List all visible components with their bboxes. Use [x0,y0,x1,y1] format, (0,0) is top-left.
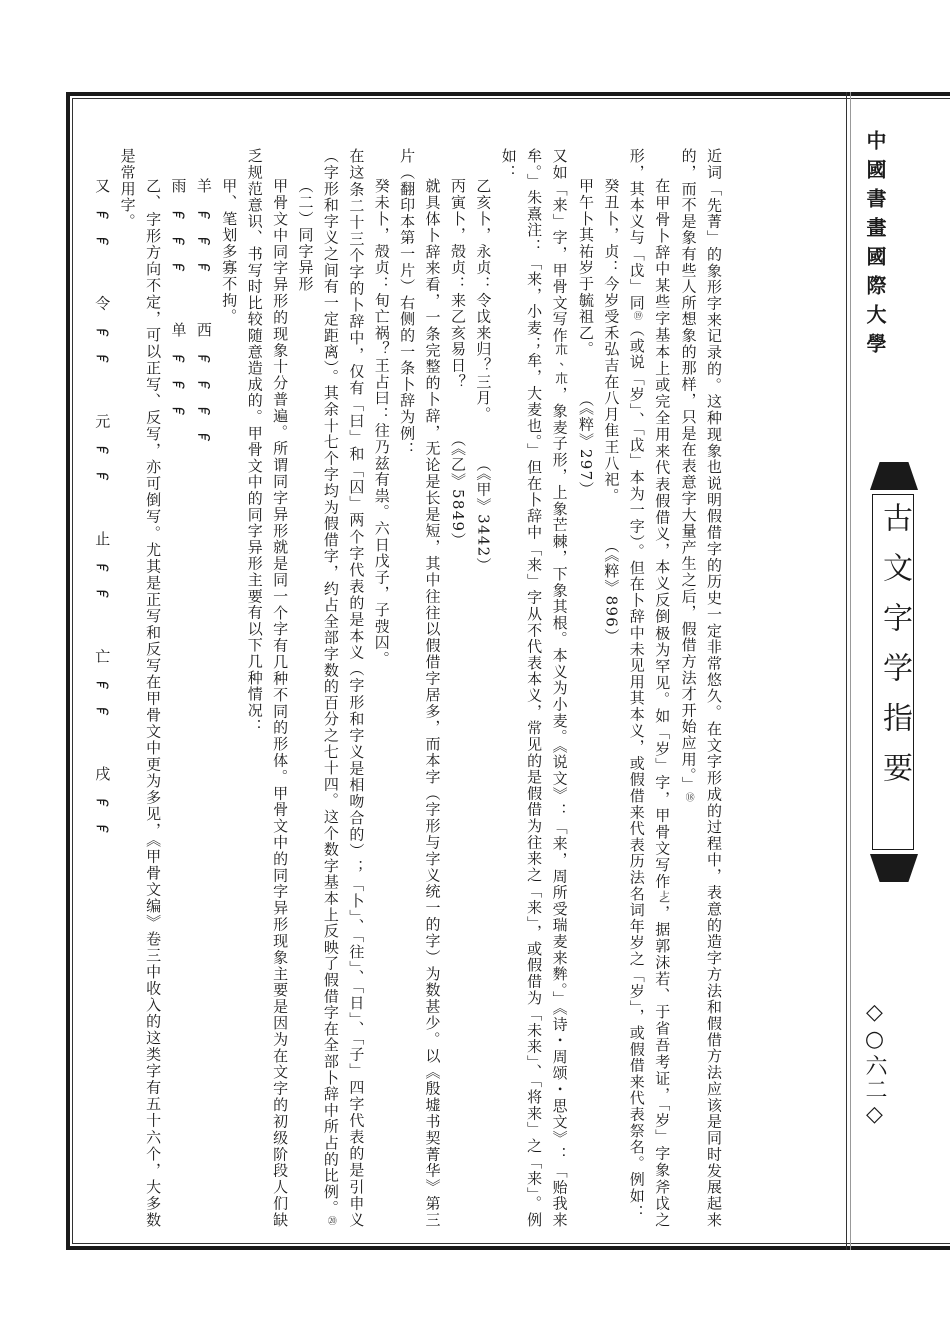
side-divider [846,92,847,1250]
paragraph-text: ，象麦子形，上象芒棘，下象其根。本义为小麦。《说文》：「来，周所受瑞麦来麰。」《诗・周颂・思文》：「贻我来牟。」朱熹注：「来，小麦；牟，大麦也。」但在卜辞中「来」字从不代表本义，常见的是假借为往来之「来」，或假借为「未来」、「将来」之「来」。例如： [499,148,569,1228]
glyph-forms-row: 雨 𐆀 𐆀 𐆀 单 𐆀 𐆀 𐆀 [169,178,188,417]
paragraph [675,148,726,1228]
subsection-heading: 甲、笔划多寡不拘。 [220,178,239,325]
paragraph [495,148,572,1228]
glyph-forms-row: 羊 𐆀 𐆀 𐆀 西 𐆀 𐆀 𐆀 𐆀 [194,178,213,443]
paragraph: 就具体卜辞来看，一条完整的卜辞，无论是长是短，其中往往以假借字居多，而本字（字形与字义统一的字）为数甚少。以《殷墟书契菁华》第三片（翻印本第一片）右侧的一条卜辞为例： [398,148,442,1228]
page-number: ◇○六二◇ [862,1000,887,1129]
glyph-forms-row: 又 𐆀 𐆀 令 𐆀 𐆀 元 𐆀 𐆀 止 𐆀 𐆀 亡 𐆀 𐆀 戌 𐆀 𐆀 [93,178,112,835]
oracle-glyph: 𠧒 [655,890,671,905]
example-text: 丙寅卜，殻贞：来乙亥易日？ [448,178,467,390]
oracle-glyph: 𣎳、𣎳 [552,343,568,387]
example-text: 癸丑卜，贞：今岁受禾弘吉在八月隹王八祀。 [602,178,621,497]
citation: （《粹》896） [602,545,621,645]
paragraph-text: 又如「来」字，甲骨文写作 [550,148,569,344]
example-text: 甲午卜其祐岁于毓祖乙。 [576,178,595,350]
cartouche-top-cap [870,462,918,490]
example-line [445,148,470,1228]
side-divider-thin [850,92,851,1250]
university-title: 中國書畫國際大學 [863,130,887,362]
paragraph [318,148,369,1228]
paragraph-text: 近词「先菁」的象形字来记录的。这种现象也说明假借字的历史一定非常悠久。在文字形成的过程中，表意的造字方法和假借方法应该是同时发展起来的，而不是象有些人所想象的那样，只是在表意字大量产生之后，假借方法才开始应用。」 [679,148,723,1228]
example-line [470,148,495,1228]
citation: （《乙》5849） [448,438,467,549]
paragraph-text: （或说「岁」、「戉」本为一字）。但在卜辞中未见用其本义，或假借来代表历法名词年岁之「岁」，或假借来代表祭名。例如： [627,321,646,1221]
example-line [598,148,623,1228]
footnote-marker: ⑳ [325,1216,336,1227]
footnote-marker: ⑲ [631,311,642,322]
paragraph [623,148,675,1228]
paragraph: 甲骨文中同字异形的现象十分普遍。所谓同字异形就是同一个字有几种不同的形体。甲骨文中的同字异形现象主要是因为在文字的初级阶段人们缺乏规范意识、书写时比较随意造成的。甲骨文中的同字异形主要有以下几种情况： [245,148,290,1228]
book-title-cartouche [870,462,950,882]
example-text: 乙亥卜，永贞：令戉来归？三月。 [474,178,493,415]
paragraph-text: 在这条二十三个字的卜辞中，仅有「曰」和「囚」两个字代表的是本义（字形和字义是相吻合的）；「卜」、「往」、「日」、「子」四字代表的是引申义（字形和字义之间有一定距离）。其余十七个字均为假借字，约占全部字数的百分之七十四。这个数字基本上反映了假借字在全部卜辞中所占的比例。 [321,148,366,1228]
example-line: 癸未卜，殻贞：旬亡祸？王占曰：往乃兹有祟。六日戊子，子弢囚。 [372,178,391,667]
paragraph: 乙、字形方向不定，可以正写、反写，亦可倒写。尤其是正写和反写在甲骨文中更为多见，《甲骨文编》卷三中收入的这类字有五十六个，大多数是常用字。 [118,148,163,1228]
paragraph-text: 在甲骨卜辞中某些字基本上或完全用来代表假借义，本义反倒极为罕见。如「岁」字，甲骨文写作 [653,178,672,891]
citation: （《甲》3442） [474,463,493,574]
paragraph-text: ，据郭沫若、于省吾考证，「岁」字象斧戉之形，其本义与「戉」同 [627,148,672,1228]
section-heading: （二）同字异形 [296,178,315,293]
book-title: 古文字学指要 [877,502,912,802]
cartouche-bottom-cap [870,854,918,882]
example-line [573,148,598,1228]
footnote-marker: ⑱ [683,792,694,803]
citation: （《粹》297） [576,398,595,498]
main-text [93,148,726,1228]
